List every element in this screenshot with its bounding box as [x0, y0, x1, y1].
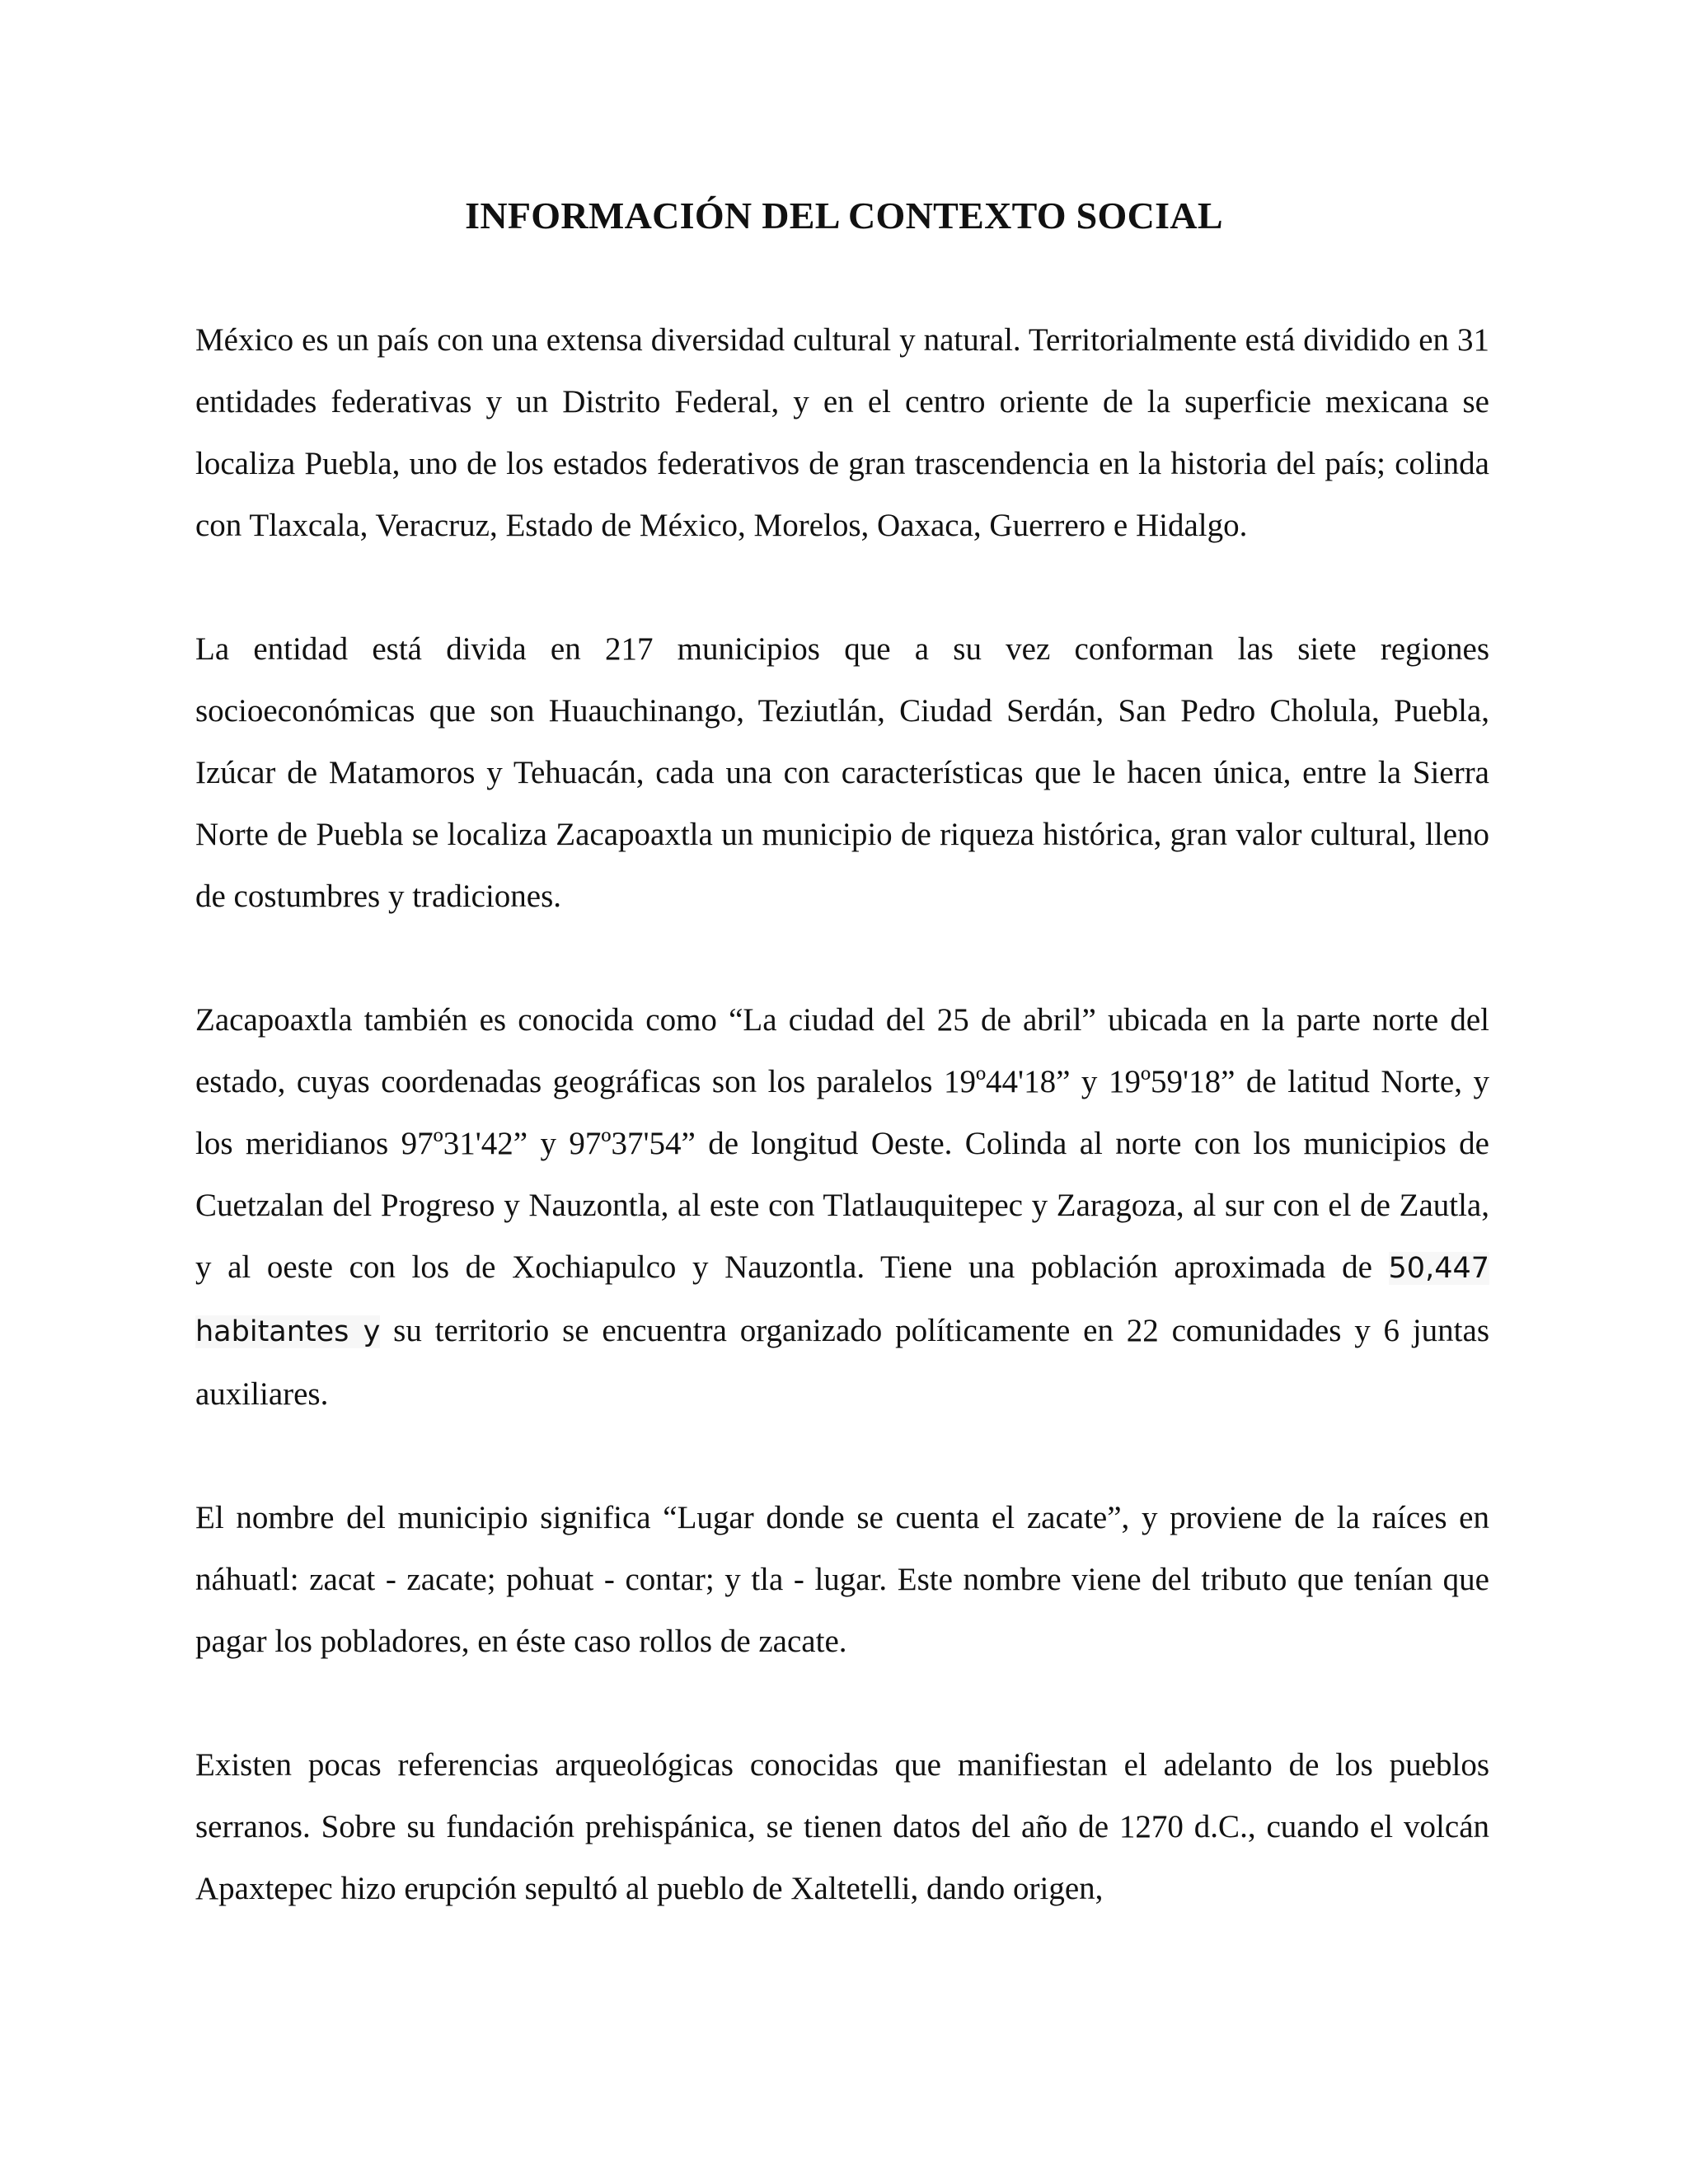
paragraph-zacapoaxtla-end: su territorio se encuentra organizado políticamente en 22 comunidades y 6 juntas auxiliares.	[195, 1313, 1489, 1412]
paragraph-entidad: La entidad está divida en 217 municipios que a su vez conforman las siete regiones socioeconómicas que son Huauchinango, Teziutlán, Ciudad Serdán, San Pedro Cholula, Puebla, Izúcar de Matamoros y Tehuacán, cada una con características que le hacen única, entre la Sierra Norte de Puebla se localiza Zacapoaxtla un municipio de riqueza histórica, gran valor cultural, lleno de costumbres y tradiciones.	[195, 631, 1489, 914]
paragraph-mexico: México es un país con una extensa diversidad cultural y natural. Territorialmente está dividido en 31 entidades federativas y un Distrito Federal, y en el centro oriente de la superficie mexicana se localiza Puebla, uno de los estados federativos de gran trascendencia en la historia del país; colinda con Tlaxcala, Veracruz, Estado de México, Morelos, Oaxaca, Guerrero e Hidalgo.	[195, 322, 1489, 543]
highlighted-population: 50,447 habitantes y	[195, 1252, 1489, 1348]
paragraph-arqueologia: Existen pocas referencias arqueológicas conocidas que manifiestan el adelanto de los pueblos serranos. Sobre su fundación prehispánica, se tienen datos del año de 1270 d.C., cuando el volcán Apaxtepec hizo erupción sepultó al pueblo de Xaltetelli, dando origen,	[195, 1747, 1489, 1906]
page-title: INFORMACIÓN DEL CONTEXTO SOCIAL	[465, 194, 1223, 237]
paragraph-nombre: El nombre del municipio significa “Lugar donde se cuenta el zacate”, y proviene de la raíces en náhuatl: zacat - zacate; pohuat - contar; y tla - lugar. Este nombre viene del tributo que tenían que pagar los pobladores, en éste caso rollos de zacate.	[195, 1500, 1489, 1659]
document-body	[195, 309, 1489, 1981]
paragraph-zacapoaxtla	[195, 989, 1489, 1425]
paragraph-zacapoaxtla-start: Zacapoaxtla también es conocida como “La ciudad del 25 de abril” ubicada en la parte norte del estado, cuyas coordenadas geográficas son los paralelos 19º44'18” y 19º59'18” de latitud Norte, y los meridianos 97º31'42” y 97º37'54” de longitud Oeste. Colinda al norte con los municipios de Cuetzalan del Progreso y Nauzontla, al este con Tlatlauquitepec y Zaragoza, al sur con el de Zautla, y al oeste con los de Xochiapulco y Nauzontla. Tiene una población aproximada de	[195, 1002, 1489, 1285]
